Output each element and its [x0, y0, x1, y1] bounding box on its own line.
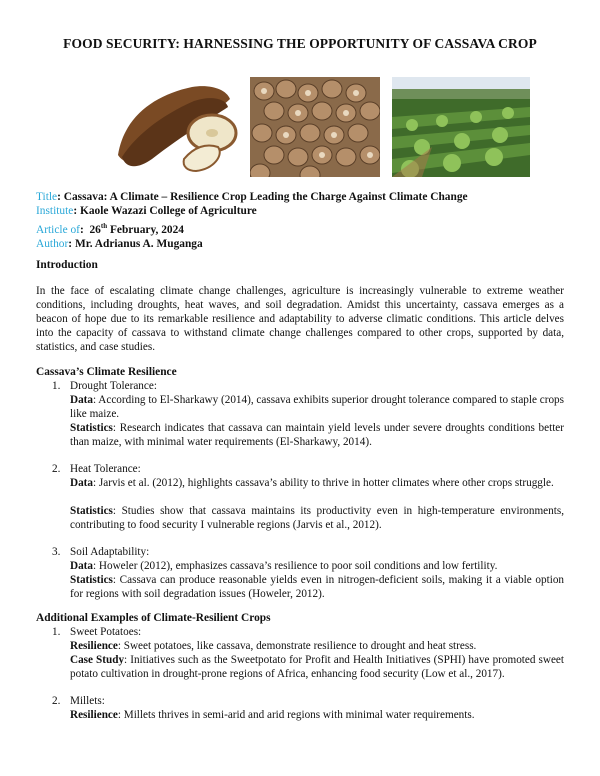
additional-heading: Additional Examples of Climate-Resilient Crops	[36, 612, 271, 624]
item-title: Drought Tolerance:	[70, 380, 157, 392]
meta-author-label: Author	[36, 238, 69, 251]
item-statistics: Statistics: Cassava can produce reasonable yields even in nitrogen-deficient soils, making it a viable option for regions with soil degradation issues (Howeler, 2012).	[70, 574, 565, 600]
meta-article-label: Article of	[36, 223, 80, 236]
item-resilience: Resilience: Millets thrives in semi-arid and arid regions with minimal water requirements.	[70, 709, 475, 721]
item-title: Sweet Potatoes:	[70, 626, 142, 638]
item-title: Heat Tolerance:	[70, 463, 141, 475]
meta-institute-label: Institute	[36, 205, 74, 218]
document-title: FOOD SECURITY: HARNESSING THE OPPORTUNITY OF CASSAVA CROP	[63, 36, 537, 51]
meta-author-row: Author: Mr. Adrianus A. Muganga	[36, 238, 203, 251]
item-statistics: Statistics: Studies show that cassava maintains its productivity even in high-temperature environments, contributing to food security I vulnerable regions (Jarvis et al., 2012).	[70, 505, 564, 531]
meta-institute-row: Institute: Kaole Wazazi College of Agriculture	[36, 205, 257, 218]
meta-institute-value: Kaole Wazazi College of Agriculture	[80, 205, 257, 218]
article-meta	[36, 190, 468, 251]
list-item: 2. Heat Tolerance:	[52, 463, 141, 475]
list-item: 3. Soil Adaptability:	[52, 546, 150, 558]
intro-heading: Introduction	[36, 259, 98, 271]
cassava-root-image	[114, 77, 238, 177]
cassava-stems-image	[250, 77, 380, 177]
resilience-heading: Cassava’s Climate Resilience	[36, 366, 177, 378]
meta-article-date: February, 2024	[109, 223, 184, 236]
intro-paragraph: In the face of escalating climate change challenges, agriculture is increasingly vulnerable to extreme weather conditions, including droughts, heat waves, and soil degradation. Amidst this uncertainty, cassava emerges as a beacon of hope due to its remarkable resilience and adaptability to adverse climatic conditions. This article delves into the capacity of cassava to withstand climate change challenges compared to other crops, supported by data, statistics, and case studies.	[36, 285, 564, 353]
meta-title-value: Cassava: A Climate – Resilience Crop Leading the Charge Against Climate Change	[63, 191, 468, 203]
meta-author-value: Mr. Adrianus A. Muganga	[74, 238, 203, 251]
item-data: Data: According to El-Sharkawy (2014), cassava exhibits superior drought tolerance compared to staple crops like maize.	[70, 394, 564, 420]
item-statistics: Statistics: Research indicates that cassava can maintain yield levels under severe droughts conditions better than maize, with minimal water requirements (El-Sharkawy, 2014).	[70, 422, 564, 448]
item-resilience: Resilience: Sweet potatoes, like cassava, demonstrate resilience to drought and heat stress.	[70, 640, 477, 652]
list-item: 1. Sweet Potatoes:	[52, 626, 142, 638]
item-title: Soil Adaptability:	[70, 546, 150, 558]
item-data: Data: Jarvis et al. (2012), highlights cassava’s ability to thrive in hotter climates where other crops struggle.	[70, 477, 554, 489]
meta-article-day: 26	[89, 223, 101, 236]
header-images	[114, 77, 530, 177]
list-item: 2. Millets:	[52, 695, 105, 707]
item-data: Data: Howeler (2012), emphasizes cassava’s resilience to poor soil conditions and low fertility.	[70, 560, 498, 572]
meta-article-row: Article of: 26th February, 2024	[36, 221, 184, 236]
meta-title-label: Title	[36, 191, 58, 203]
meta-article-suffix: th	[100, 221, 108, 230]
list-item: 1. Drought Tolerance:	[52, 380, 157, 392]
cassava-field-image	[392, 77, 530, 177]
item-title: Millets:	[70, 695, 105, 707]
item-case-study: Case Study: Initiatives such as the Sweetpotato for Profit and Health Initiatives (SPHI) have promoted sweet potato cultivation in drought-prone regions of Africa, enhancing food security (Low et al., 2017).	[70, 654, 564, 680]
meta-title-row: Title: Cassava: A Climate – Resilience Crop Leading the Charge Against Climate Change	[36, 191, 468, 203]
